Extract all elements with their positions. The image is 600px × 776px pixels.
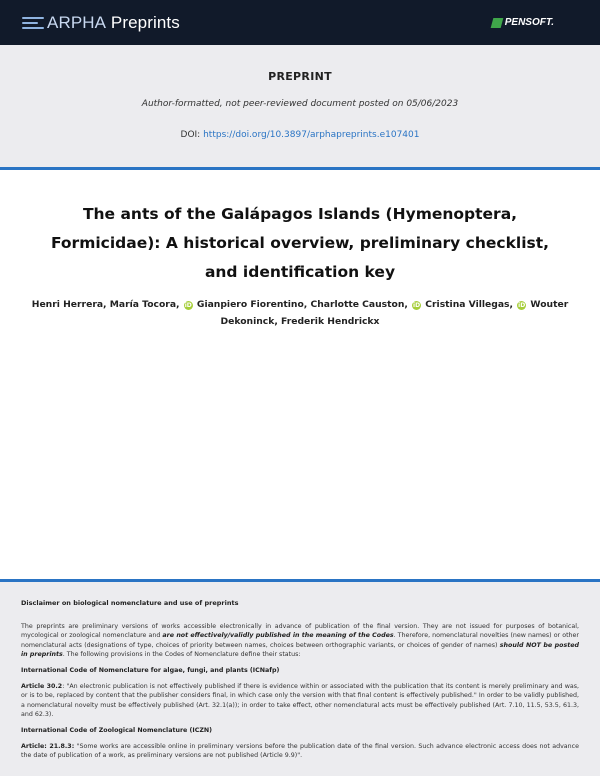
preprint-label: PREPRINT bbox=[268, 70, 332, 83]
doi-line bbox=[0, 130, 600, 140]
disclaimer-intro: The preprints are preliminary versions of works accessible electronically in advance of publication of the final version. They are not issued for purposes of botanical, mycological or zoological nomenclature and are not effectively/validly published in the meaning of the Codes. Therefore, nomenclatural novelties (new names) or other nomenclatural acts (designations of type, choices of priority between names, choices between orthographic variants, or choices of gender of names) should NOT be posted in preprints. The following provisions in the Codes of Nomenclature define their status: bbox=[21, 622, 579, 659]
pensoft-logo[interactable] bbox=[492, 17, 554, 28]
disclaimer-heading: Disclaimer on biological nomenclature and use of preprints bbox=[21, 599, 239, 607]
author-name: Cristina Villegas, bbox=[425, 299, 513, 310]
author-name: María Tocora, bbox=[109, 299, 180, 310]
iczn-heading: International Code of Zoological Nomenclature (ICZN) bbox=[21, 726, 213, 734]
doi-label: DOI: bbox=[180, 130, 201, 140]
arpha-preprints-logo[interactable] bbox=[22, 13, 180, 33]
author-name: Charlotte Causton, bbox=[310, 299, 408, 310]
preprint-band bbox=[0, 45, 600, 170]
title-line: The ants of the Galápagos Islands (Hymenoptera, bbox=[82, 205, 518, 223]
pensoft-text: PENSOFT. bbox=[504, 17, 554, 28]
orcid-icon[interactable]: iD bbox=[413, 302, 421, 309]
author-name: Gianpiero Fiorentino, bbox=[196, 299, 308, 310]
author-list bbox=[14, 296, 586, 330]
title-line: and identification key bbox=[204, 263, 396, 281]
orcid-icon[interactable]: iD bbox=[184, 302, 192, 309]
title-line: Formicidae): A historical overview, preliminary checklist, bbox=[50, 234, 550, 252]
pensoft-mark-icon bbox=[490, 18, 503, 28]
icnafp-heading: International Code of Nomenclature for algae, fungi, and plants (ICNafp) bbox=[21, 666, 280, 674]
logo-lines-icon bbox=[22, 17, 44, 29]
doi-link[interactable]: https://doi.org/10.3897/arphapreprints.e107401 bbox=[203, 130, 420, 140]
nomenclature-disclaimer bbox=[0, 579, 600, 776]
iczn-article: Article: 21.8.3: "Some works are accessible online in preliminary versions before the publication date of the final version. Such advance electronic access does not advance the date of publication of a work, as preliminary versions are not published (Article 9.9)". bbox=[21, 742, 579, 760]
icnafp-article: Article 30.2: "An electronic publication is not effectively published if there is evidence within or associated with the publication that its content is merely preliminary and was, or is to be, replaced by content that the publisher considers final, in which case only the version with that final content is effectively published." In order to be validly published, a nomenclatural novelty must be effectively published (Art. 32.1(a)); in order to take effect, other nomenclatural acts must be effectively published (Art. 7.10, 11.5, 53.5, 61.3, and 62.3). bbox=[21, 682, 579, 719]
logo-text: ARPHA Preprints bbox=[47, 12, 180, 32]
orcid-icon[interactable]: iD bbox=[518, 302, 526, 309]
article-title bbox=[40, 200, 560, 287]
author-name: Wouter bbox=[530, 299, 569, 310]
author-name: Dekoninck, Frederik Hendrickx bbox=[220, 316, 380, 327]
posted-note: Author-formatted, not peer-reviewed document posted on 05/06/2023 bbox=[141, 99, 459, 109]
author-name: Henri Herrera, bbox=[31, 299, 107, 310]
top-bar bbox=[0, 0, 600, 45]
